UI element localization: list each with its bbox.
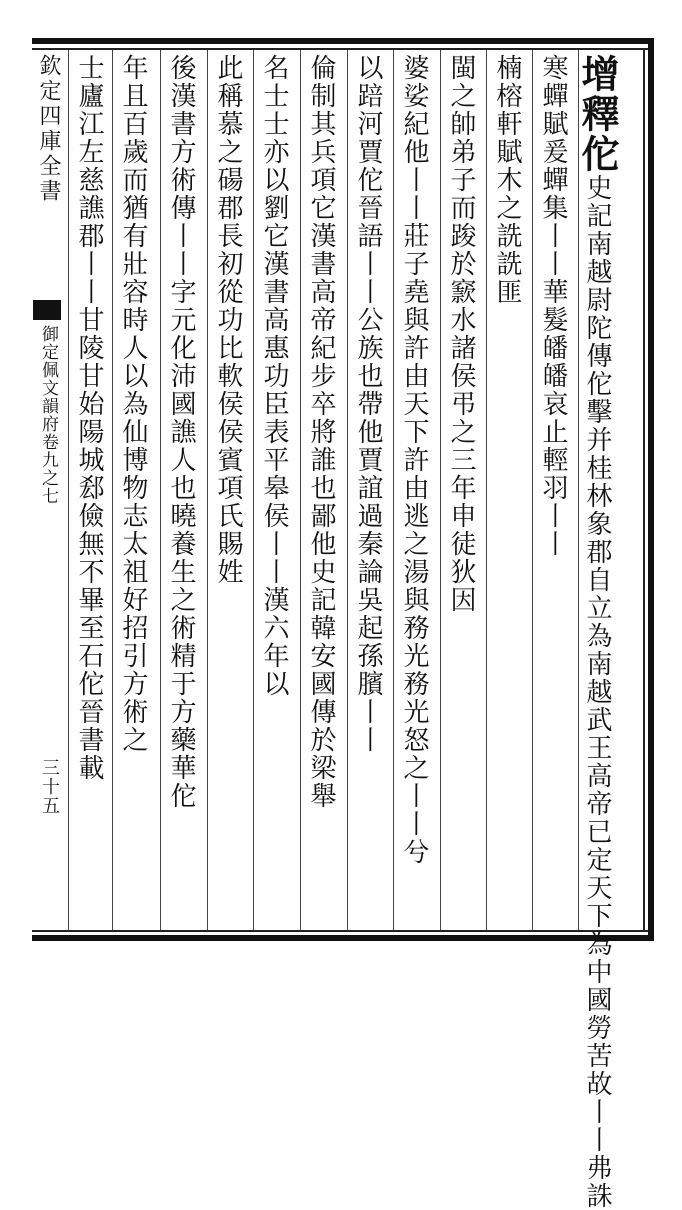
column-text: 以踣河賈佗晉語丨丨公族也帶他賈誼過秦論吳起孫臏丨丨: [353, 54, 383, 754]
column-text: 楠榕軒賦木之詵詵匪: [492, 54, 522, 306]
text-column-1: [575, 54, 620, 1210]
entry-heading: 增釋佗: [575, 54, 620, 174]
column-text: 士廬江左慈譙郡丨丨甘陵甘始陽城郄儉無不畢至石佗晉書載: [74, 54, 104, 782]
column-rule: [160, 50, 161, 930]
frame-inner-bottom: [32, 930, 648, 932]
text-column-3: [490, 54, 524, 928]
column-rule: [347, 50, 348, 930]
volume-number: 卷九之七: [38, 433, 58, 505]
book-title: 欽定四庫全書: [36, 54, 61, 204]
frame-bottom-border: [32, 935, 654, 941]
column-rule: [486, 50, 487, 930]
frame-inner-top: [32, 48, 648, 50]
folio-number: 三十五: [39, 758, 60, 815]
text-column-8: [257, 54, 291, 928]
column-text: 倫制其兵項它漢書高帝紀步卒將誰也鄙他史記韓安國傳於梁舉: [306, 54, 336, 810]
column-text: 史記南越尉陀傳佗擊并桂林象郡自立為南越武王高帝已定天下為中國勞苦故丨丨弗誅: [582, 174, 612, 1210]
text-column-7: [304, 54, 338, 928]
frame-inner-right: [643, 48, 645, 932]
column-text: 寒蟬賦爰蟬集丨丨華髮皤皤哀止輕羽丨丨: [538, 54, 568, 558]
text-column-9: [211, 54, 245, 928]
text-column-2: [536, 54, 570, 928]
frame-right-border: [648, 38, 654, 941]
column-text: 此稱慕之碭郡長初從功比軟侯侯賓項氏賜姓: [213, 54, 243, 586]
text-column-11: [116, 54, 150, 928]
column-rule: [207, 50, 208, 930]
column-text: 閩之帥弟子而踆於窾水諸侯弔之三年申徒狄因: [446, 54, 476, 614]
column-text: 婆娑紀他丨丨莊子堯與許由天下許由逃之湯與務光務光怒之丨丨兮: [399, 54, 429, 866]
column-rule: [440, 50, 441, 930]
fishtail-mark: [33, 300, 61, 320]
frame-top-border: [32, 38, 654, 44]
section-title-text: 御定佩文韻府: [38, 325, 58, 433]
column-rule: [300, 50, 301, 930]
column-rule: [68, 50, 69, 930]
column-rule: [112, 50, 113, 930]
text-column-4: [444, 54, 478, 928]
column-rule: [393, 50, 394, 930]
text-column-6: [351, 54, 385, 928]
text-column-12: [72, 54, 106, 928]
text-column-10: [164, 54, 198, 928]
column-text: 後漢書方術傳丨丨字元化沛國譙人也曉養生之術精于方藥華佗: [166, 54, 196, 810]
text-column-5: [397, 54, 431, 928]
column-rule: [253, 50, 254, 930]
column-text: 年且百歲而猶有壯容時人以為仙博物志太祖好招引方術之: [118, 54, 148, 754]
section-title: [36, 325, 61, 505]
column-rule: [532, 50, 533, 930]
column-text: 名士士亦以劉它漢書高惠功臣表平皋侯丨丨漢六年以: [259, 54, 289, 698]
column-rule: [578, 50, 579, 930]
